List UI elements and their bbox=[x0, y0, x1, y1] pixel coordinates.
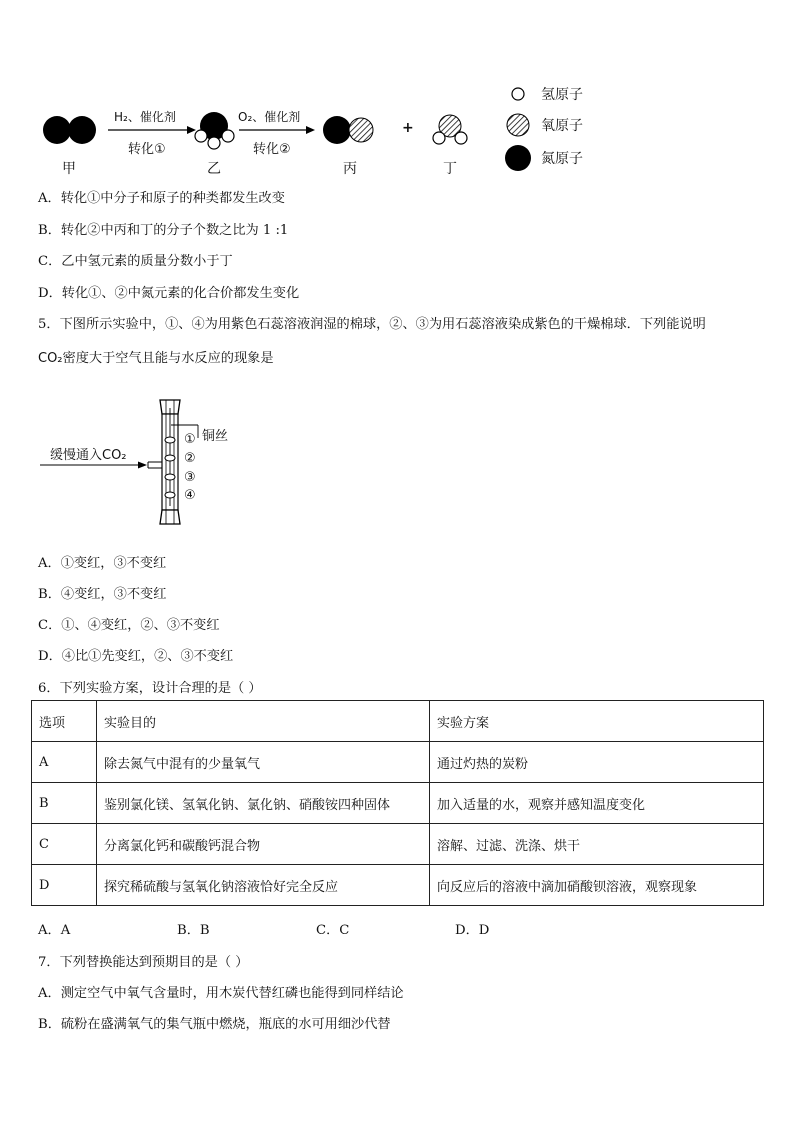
label-jia: 甲 bbox=[62, 161, 76, 177]
q5-option-a: A．①变红，③不变红 bbox=[38, 556, 167, 571]
q6-answer-a: A．A bbox=[38, 923, 71, 938]
q5-inlet-label: 缓慢通入CO₂ bbox=[50, 448, 127, 463]
q6-stem: 6．下列实验方案，设计合理的是（ ） bbox=[38, 681, 262, 696]
q6-row-b-purpose: 鉴别氯化镁、氢氧化钠、氯化钠、硝酸铵四种固体 bbox=[97, 783, 430, 824]
label-yi: 乙 bbox=[207, 161, 221, 177]
q5-ball-3-label: ③ bbox=[184, 470, 196, 485]
step2-reagent-label: O₂、催化剂 bbox=[238, 110, 301, 124]
legend-hydrogen-label: 氢原子 bbox=[541, 87, 583, 103]
q5-ball-2-label: ② bbox=[184, 451, 196, 466]
q4-option-c: C．乙中氢元素的质量分数小于丁 bbox=[38, 254, 233, 269]
q6-table-header-row bbox=[32, 701, 764, 742]
q6-row-a-plan: 通过灼热的炭粉 bbox=[430, 742, 764, 783]
molecule-bing-graphic bbox=[323, 116, 373, 144]
q7-stem: 7．下列替换能达到预期目的是（ ） bbox=[38, 955, 249, 970]
legend-nitrogen-label: 氮原子 bbox=[541, 151, 583, 167]
q4-option-a: A．转化①中分子和原子的种类都发生改变 bbox=[38, 191, 285, 206]
q6-row-c-option: C bbox=[32, 824, 97, 865]
q7-option-a: A．测定空气中氧气含量时，用木炭代替红磷也能得到同样结论 bbox=[38, 986, 404, 1001]
q5-apparatus-figure bbox=[40, 398, 260, 533]
molecule-ding-graphic bbox=[433, 115, 467, 144]
reaction-diagram bbox=[0, 80, 794, 180]
q6-row-b-option: B bbox=[32, 783, 97, 824]
label-bing: 丙 bbox=[343, 161, 357, 177]
step1-name-label: 转化① bbox=[128, 142, 166, 157]
legend-oxygen-label: 氧原子 bbox=[541, 118, 583, 134]
table-row bbox=[32, 824, 764, 865]
table-row bbox=[32, 742, 764, 783]
q6-answer-b: B．B bbox=[177, 923, 210, 938]
q6-header-plan: 实验方案 bbox=[430, 701, 764, 742]
q6-answer-c: C．C bbox=[316, 923, 350, 938]
q5-option-d: D．④比①先变红，②、③不变红 bbox=[38, 649, 234, 664]
step1-reagent-label: H₂、催化剂 bbox=[114, 110, 176, 124]
q4-option-d: D．转化①、②中氮元素的化合价都发生变化 bbox=[38, 286, 300, 301]
legend-hydrogen bbox=[505, 84, 583, 104]
q5-co2-formula: CO₂ bbox=[38, 351, 63, 366]
q5-option-b: B．④变红，③不变红 bbox=[38, 587, 167, 602]
molecule-yi-graphic bbox=[195, 112, 234, 149]
legend-oxygen bbox=[505, 112, 583, 138]
q6-header-purpose: 实验目的 bbox=[97, 701, 430, 742]
table-row bbox=[32, 865, 764, 906]
q5-wire-label: 铜丝 bbox=[202, 429, 229, 444]
molecule-jia-graphic bbox=[43, 116, 96, 144]
q6-table bbox=[31, 700, 764, 906]
q5-ball-1-label: ① bbox=[184, 432, 196, 447]
q6-row-d-purpose: 探究稀硫酸与氢氧化钠溶液恰好完全反应 bbox=[97, 865, 430, 906]
q6-row-a-purpose: 除去氮气中混有的少量氧气 bbox=[97, 742, 430, 783]
q6-row-a-option: A bbox=[32, 742, 97, 783]
q5-ball-4-label: ④ bbox=[184, 488, 196, 503]
q6-row-c-purpose: 分离氯化钙和碳酸钙混合物 bbox=[97, 824, 430, 865]
q6-row-d-plan: 向反应后的溶液中滴加硝酸钡溶液，观察现象 bbox=[430, 865, 764, 906]
arrow-1-graphic bbox=[108, 126, 196, 134]
label-ding: 丁 bbox=[443, 161, 457, 177]
q5-option-c: C．①、④变红，②、③不变红 bbox=[38, 618, 220, 633]
q5-stem-line2-text: 密度大于空气且能与水反应的现象是 bbox=[62, 351, 274, 366]
q7-option-b: B．硫粉在盛满氧气的集气瓶中燃烧，瓶底的水可用细沙代替 bbox=[38, 1017, 391, 1032]
q5-stem-line2 bbox=[38, 347, 274, 366]
table-row bbox=[32, 783, 764, 824]
q6-row-b-plan: 加入适量的水，观察并感知温度变化 bbox=[430, 783, 764, 824]
q6-row-d-option: D bbox=[32, 865, 97, 906]
arrow-2-graphic bbox=[239, 126, 315, 134]
plus-sign: + bbox=[402, 120, 414, 136]
q6-answer-d: D．D bbox=[455, 923, 490, 938]
step2-name-label: 转化② bbox=[253, 142, 291, 157]
q5-stem-line1: 5．下图所示实验中，①、④为用紫色石蕊溶液润湿的棉球，②、③为用石蕊溶液染成紫色的干燥棉球．下列能说明 bbox=[38, 317, 706, 332]
q4-option-b: B．转化②中丙和丁的分子个数之比为 1 :1 bbox=[38, 223, 289, 238]
legend-nitrogen bbox=[505, 143, 583, 173]
q6-row-c-plan: 溶解、过滤、洗涤、烘干 bbox=[430, 824, 764, 865]
q6-header-option: 选项 bbox=[32, 701, 97, 742]
